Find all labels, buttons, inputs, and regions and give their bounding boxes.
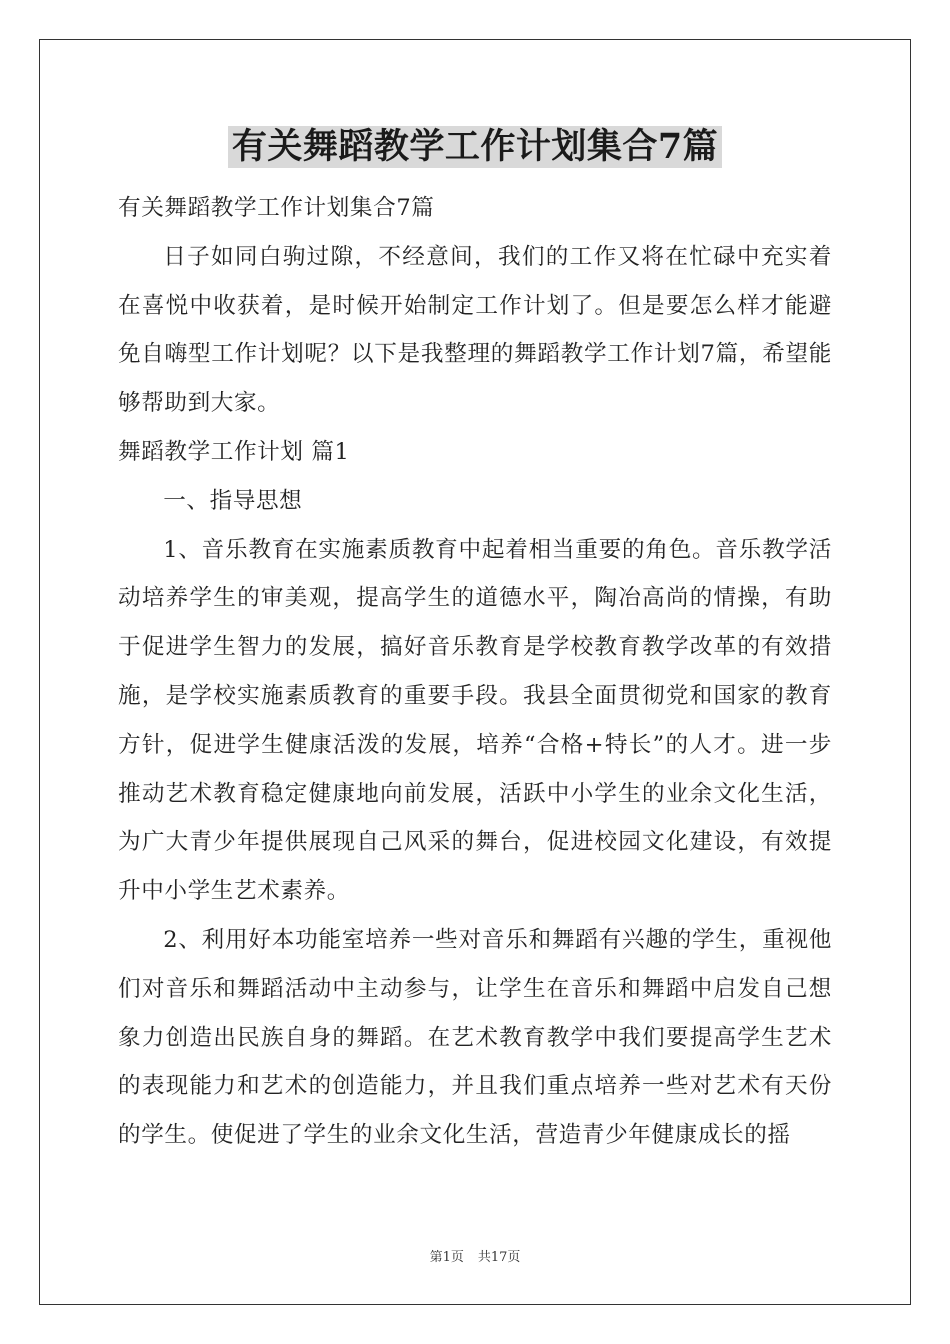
paragraph-point-2: 2、利用好本功能室培养一些对音乐和舞蹈有兴趣的学生，重视他们对音乐和舞蹈活动中主动参与，让学生在音乐和舞蹈中启发自己想象力创造出民族自身的舞蹈。在艺术教育教学中我们要提高学生艺术的表现能力和艺术的创造能力，并且我们重点培养一些对艺术有天份的学生。使促进了学生的业余文化生活，营造青少年健康成长的摇 — [118, 926, 832, 1149]
subsection-heading: 一、指导思想 — [163, 487, 303, 514]
page-total: 共17页 — [477, 1250, 521, 1265]
paragraph-subtitle: 有关舞蹈教学工作计划集合7篇 — [118, 195, 435, 221]
page-number: 第1页 — [429, 1250, 464, 1265]
section-heading: 舞蹈教学工作计划 篇1 — [118, 438, 350, 465]
paragraph-intro: 日子如同白驹过隙，不经意间，我们的工作又将在忙碌中充实着在喜悦中收获着，是时候开始制定工作计划了。但是要怎么样才能避免自嗨型工作计划呢？以下是我整理的舞蹈教学工作计划7篇，希望能够帮助到大家。 — [118, 243, 832, 417]
document-title: 有关舞蹈教学工作计划集合7篇 — [228, 126, 722, 168]
paragraph-point-1: 1、音乐教育在实施素质教育中起着相当重要的角色。音乐教学活动培养学生的审美观，提高学生的道德水平，陶冶高尚的情操，有助于促进学生智力的发展，搞好音乐教育是学校教育教学改革的有效措施，是学校实施素质教育的重要手段。我县全面贯彻党和国家的教育方针，促进学生健康活泼的发展，培养“合格+特长”的人才。进一步推动艺术教育稳定健康地向前发展，活跃中小学生的业余文化生活，为广大青少年提供展现自己风采的舞台，促进校园文化建设，有效提升中小学生艺术素养。 — [118, 536, 832, 905]
document-body — [118, 184, 832, 1160]
title-container — [0, 126, 950, 168]
page-footer — [0, 1246, 950, 1265]
